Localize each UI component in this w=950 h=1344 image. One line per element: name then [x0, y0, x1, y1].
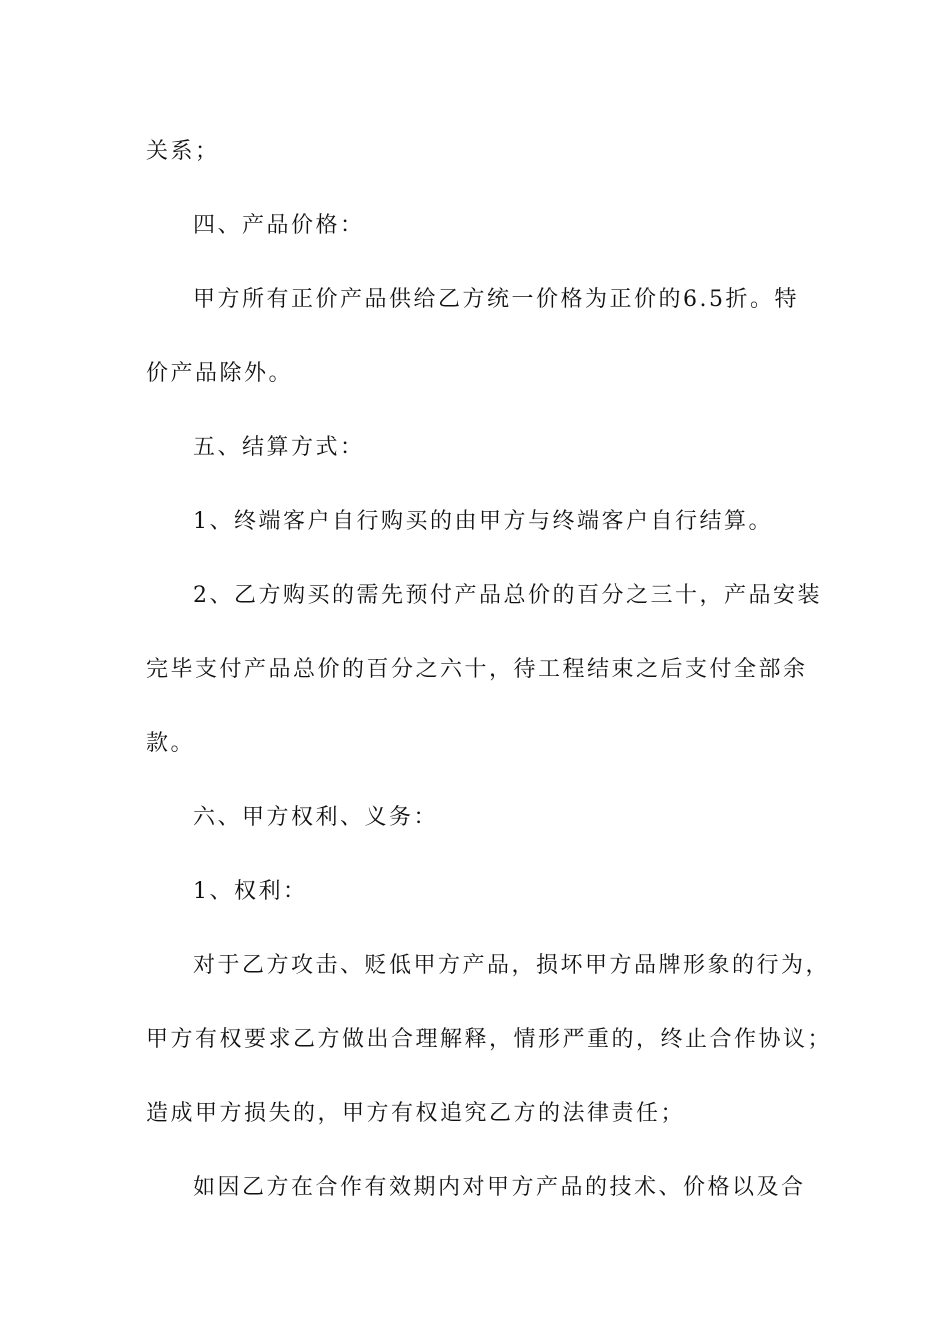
- section-heading-party-a-rights: 六、甲方权利、义务：: [193, 805, 439, 830]
- section-heading-product-price: 四、产品价格：: [193, 213, 365, 238]
- text-line-rights-clause-cont: 甲方有权要求乙方做出合理解释，情形严重的，终止合作协议；: [146, 1027, 833, 1052]
- text-line-rights-clause: 对于乙方攻击、贬低甲方产品，损坏甲方品牌形象的行为，: [193, 953, 831, 978]
- text-line-settlement-item-2: 2、乙方购买的需先预付产品总价的百分之三十，产品安装: [193, 583, 822, 608]
- subsection-heading-rights: 1、权利：: [193, 879, 308, 904]
- text-line-confidentiality-clause: 如因乙方在合作有效期内对甲方产品的技术、价格以及合: [193, 1175, 806, 1200]
- text-line-price-terms: 甲方所有正价产品供给乙方统一价格为正价的6.5折。特: [193, 287, 799, 312]
- text-line-rights-clause-end: 造成甲方损失的，甲方有权追究乙方的法律责任；: [146, 1101, 686, 1126]
- text-line-settlement-item-2-cont: 完毕支付产品总价的百分之六十，待工程结束之后支付全部余: [146, 657, 808, 682]
- text-line-relationship-end: 关系；: [146, 139, 220, 164]
- text-line-settlement-item-1: 1、终端客户自行购买的由甲方与终端客户自行结算。: [193, 509, 773, 534]
- section-heading-settlement: 五、结算方式：: [193, 435, 365, 460]
- text-line-settlement-item-2-end: 款。: [146, 731, 196, 756]
- text-line-price-exclusion: 价产品除外。: [146, 361, 294, 386]
